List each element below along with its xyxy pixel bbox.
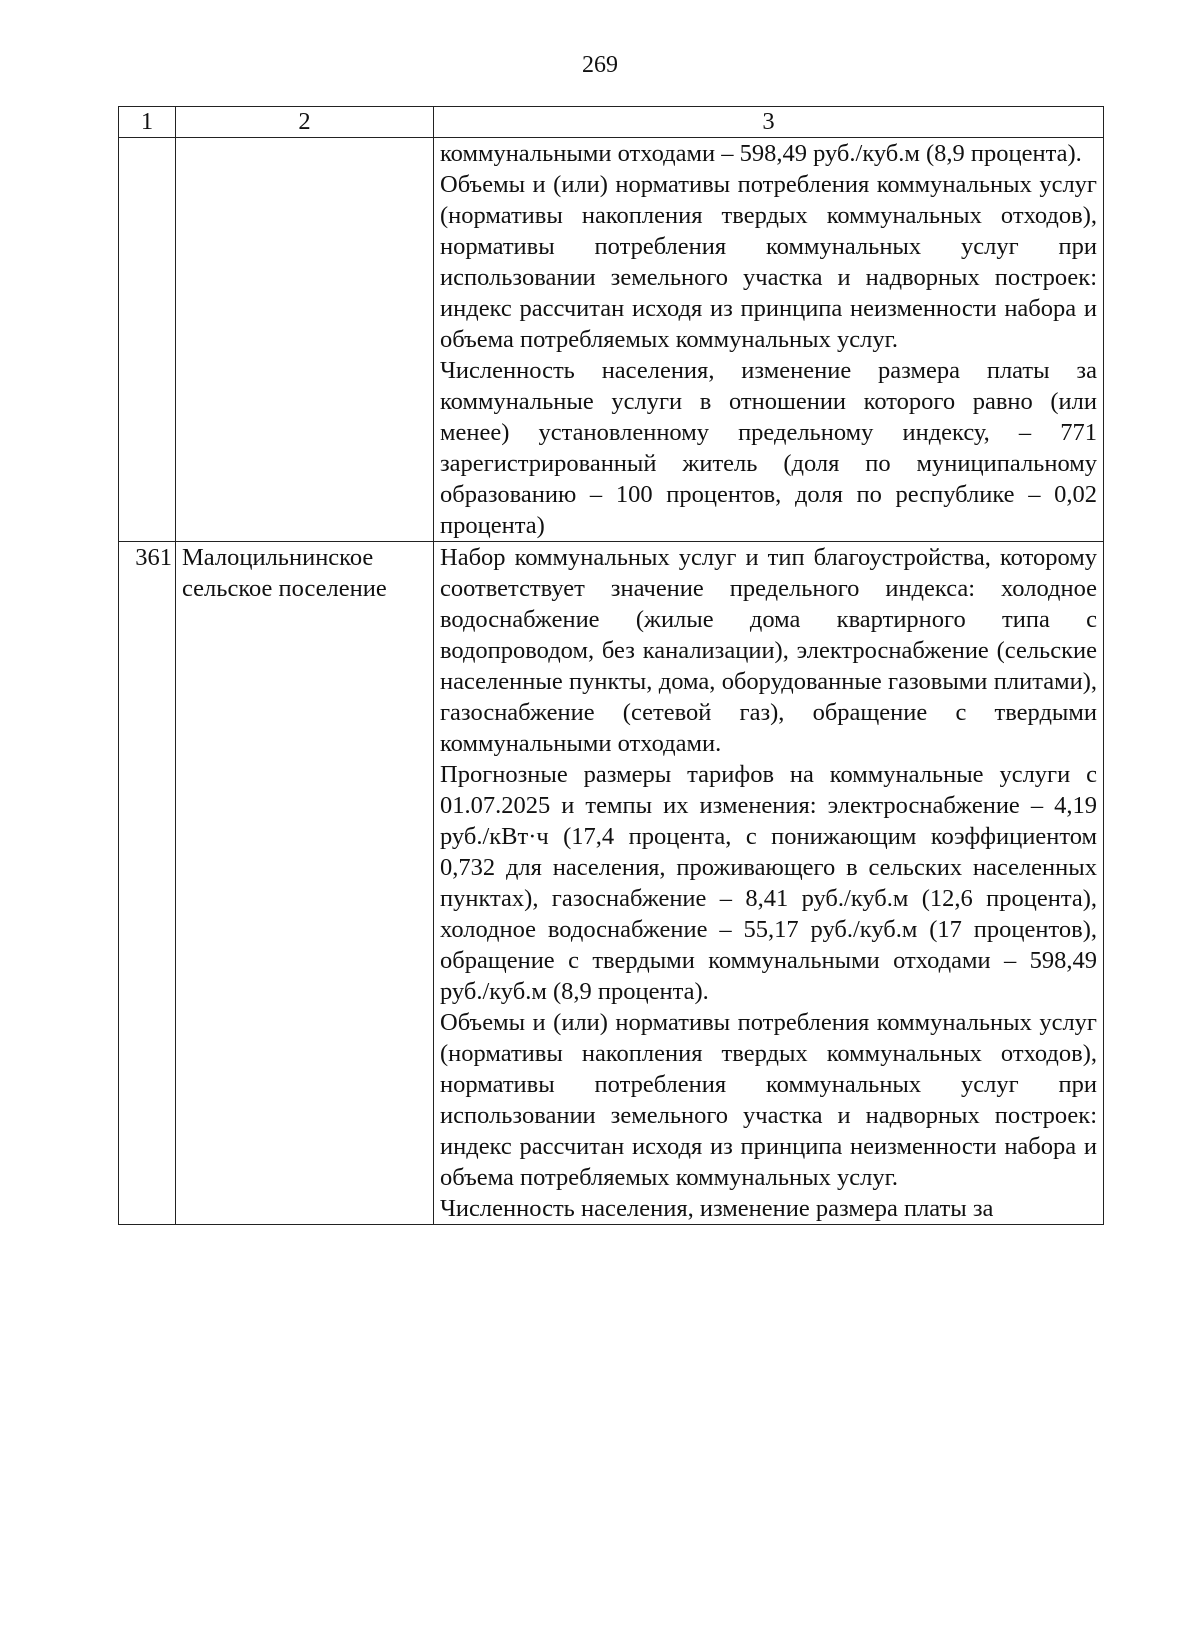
page-number: 269 (582, 52, 618, 78)
paragraph: Объемы и (или) нормативы потребления коммунальных услуг (нормативы накопления твердых коммунальных отходов), нормативы потребления коммунальных услуг при использовании земельного участка и надворных построек: индекс рассчитан исходя из принципа неизменности набора и объема потребляемых коммунальных услуг. (440, 1009, 1097, 1191)
row-number (119, 138, 176, 542)
row-description (434, 542, 1104, 1225)
table-row (119, 138, 1104, 542)
paragraph: Объемы и (или) нормативы потребления коммунальных услуг (нормативы накопления твердых коммунальных отходов), нормативы потребления коммунальных услуг при использовании земельного участка и надворных построек: индекс рассчитан исходя из принципа неизменности набора и объема потребляемых коммунальных услуг. (440, 171, 1097, 353)
row-number: 361 (119, 542, 176, 1225)
document-table (118, 106, 1104, 1225)
header-col-3: 3 (434, 107, 1104, 138)
settlement-name-line: сельское поселение (182, 575, 387, 602)
row-description (434, 138, 1104, 542)
paragraph: Численность населения, изменение размера платы за коммунальные услуги в отношении которого равно (или менее) установленному предельному индексу, – 771 зарегистрированный житель (доля по муниципальному образованию – 100 процентов, доля по республике – 0,02 процента) (440, 357, 1097, 539)
table-row (119, 542, 1104, 1225)
paragraph: коммунальными отходами – 598,49 руб./куб.м (8,9 процента). (440, 140, 1082, 167)
settlement-name (176, 138, 434, 542)
settlement-name-line: Малоцильнинское (182, 544, 374, 571)
settlement-name (176, 542, 434, 1225)
header-col-2: 2 (176, 107, 434, 138)
header-col-1: 1 (119, 107, 176, 138)
paragraph: Прогнозные размеры тарифов на коммунальные услуги с 01.07.2025 и темпы их изменения: электроснабжение – 4,19 руб./кВт·ч (17,4 процента, с понижающим коэффициентом 0,732 для населения, проживающего в сельских населенных пунктах), газоснабжение – 8,41 руб./куб.м (12,6 процента), холодное водоснабжение – 55,17 руб./куб.м (17 процентов), обращение с твердыми коммунальными отходами – 598,49 руб./куб.м (8,9 процента). (440, 761, 1097, 1005)
paragraph: Численность населения, изменение размера платы за (440, 1195, 994, 1222)
table-header-row (119, 107, 1104, 138)
paragraph: Набор коммунальных услуг и тип благоустройства, которому соответствует значение предельного индекса: холодное водоснабжение (жилые дома квартирного типа с водопроводом, без канализации), электроснабжение (сельские населенные пункты, дома, оборудованные газовыми плитами), газоснабжение (сетевой газ), обращение с твердыми коммунальными отходами. (440, 544, 1097, 757)
